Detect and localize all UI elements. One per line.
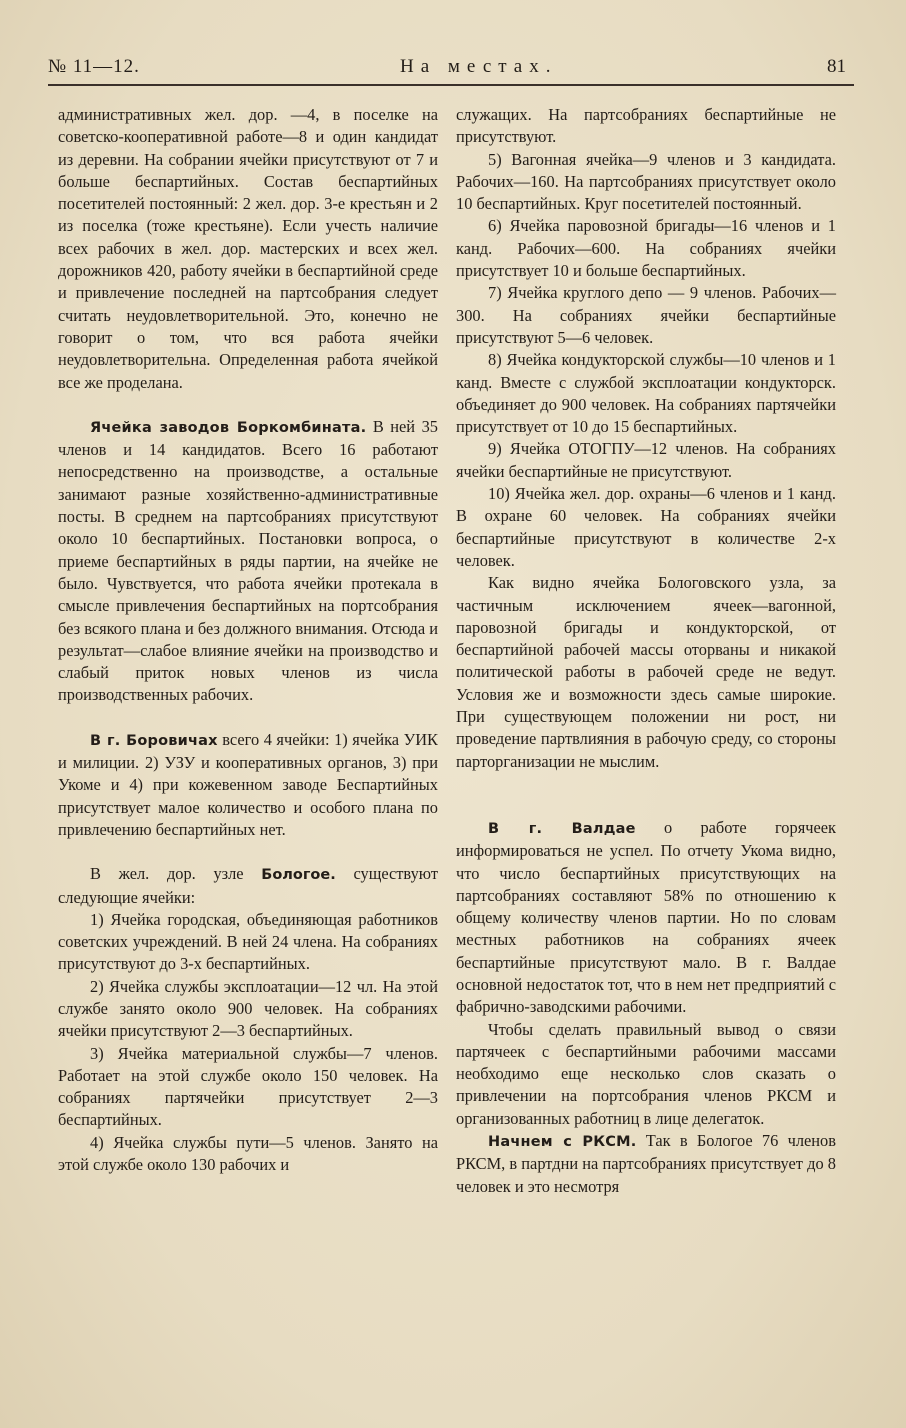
section-title: На местах. [400, 56, 558, 77]
list-item: 5) Вагонная ячейка—9 членов и 3 кандидата. Рабочих—160. На партсобраниях присутствует около 10 беспартийных. Круг посетителей постоянный. [456, 149, 836, 214]
issue-number: № 11—12. [48, 56, 140, 77]
paragraph-lead: Ячейка заводов Боркомбината. [90, 419, 367, 436]
list-item: 10) Ячейка жел. дор. охраны—6 членов и 1 канд. В охране 60 человек. На собраниях ячейки беспартийные присутствуют в количестве 2-х человек. [456, 484, 836, 570]
paragraph-body: о работе горячеек информироваться не успел. По отчету Укома видно, что число беспартийных присутствующих на партсобраниях составляют 58% по отношению к общему количеству членов партии. Но по словам местных работников на собраниях ячеек беспартийные присутствуют мало. В г. Валдае основной недостаток тот, что в нем нет предприятий с фабрично-заводскими рабочими. [456, 817, 836, 1017]
paragraph [58, 416, 438, 707]
paragraph-lead: В жел. дор. узле [90, 864, 244, 884]
paragraph [58, 863, 438, 909]
list-item: 1) Ячейка городская, объединяющая работников советских учреждений. В ней 24 члена. На собраниях присутствуют до 3-х беспартийных. [58, 909, 438, 974]
list-item: 3) Ячейка материальной службы—7 членов. Работает на этой службе около 150 человек. На собраниях партячейки присутствует 2—3 беспартийных. [58, 1043, 438, 1130]
place-name: Бологое. [261, 867, 336, 884]
paragraph-lead: В г. Валдае [488, 820, 636, 837]
list-item: 4) Ячейка службы пути—5 членов. Занято на этой службе около 130 рабочих и [58, 1132, 438, 1175]
header-rule [48, 84, 854, 86]
paragraph: административных жел. дор. —4, в поселке на советско-кооперативной работе—8 и один кандидат из деревни. На собрании ячейки присутствуют от 7 и больше беспартийных. Состав беспартийных посетителей постоянный: 2 жел. дор. 3-е крестьян и 2 из поселка (тоже крестьяне). Если учесть наличие всех рабочих в жел. дор. мастерских и всех жел. дорожников 420, работу ячейки в беспартийной среде и привлечение последней на партсобрания следует считать неудовлетворительной. Это, конечно не говорит о том, что вся работа ячейки неудовлетворительна. Определенная работа ячейкой все же проделана. [58, 105, 438, 392]
paragraph-body: В ней 35 членов и 14 кандидатов. Всего 16 работают непосредственно на производстве, а остальные занимают разные хозяйственно-административные посты. В среднем на партсобраниях присутствуют около 10 беспартийных. Постановки вопроса, о приеме беспартийных в ряды партии, на ячейке не было. Чувствуется, что работа ячейки протекала в смысле привлечения беспартийных на портсобрания без всякого плана и без должного внимания. Отсюда и результат—слабое влияние ячейки на производство и слабый приток новых членов из числа производственных рабочих. [58, 416, 438, 705]
paragraph-lead: Начнем с РКСМ. [488, 1134, 637, 1151]
paragraph: служащих. На партсобраниях беспартийные не присутствуют. [456, 105, 836, 147]
paragraph-body: всего 4 ячейки: 1) ячейка УИК и милиции. 2) УЗУ и кооперативных органов, 3) при Укоме и 4) при кожевенном заводе Беспартийных присутствует малое количество и особого плана по привлечению беспартийных нет. [58, 729, 438, 839]
list-item: 7) Ячейка круглого депо — 9 членов. Рабочих—300. На собраниях ячейки беспартийные присутствуют 5—6 человек. [456, 283, 836, 347]
paragraph [456, 1130, 836, 1198]
paragraph-body: Так в Бологое 76 членов РКСМ, в партдни на партсобраниях присутствует до 8 человек и это несмотря [456, 1131, 836, 1196]
list-item: 8) Ячейка кондукторской службы—10 членов и 1 канд. Вместе с службой эксплоатации кондукторск. объединяет до 900 человек. На собраниях партячейки присутствует от 10 до 15 беспартийных. [456, 350, 836, 437]
right-column [456, 104, 836, 1198]
left-column [58, 104, 438, 1176]
paragraph-lead: В г. Боровичах [90, 732, 218, 749]
page-number: 81 [827, 56, 846, 77]
paragraph: Чтобы сделать правильный вывод о связи партячеек с беспартийными рабочими массами необходимо еще несколько слов сказать о привлечении на портсобрания членов РКСМ и организованных работниц в лице делегаток. [456, 1019, 836, 1128]
list-item: 6) Ячейка паровозной бригады—16 членов и 1 канд. Рабочих—600. На собраниях ячейки присутствует 10 и больше беспартийных. [456, 216, 836, 281]
paragraph [456, 817, 836, 1019]
running-header [48, 56, 854, 82]
paragraph-body: существуют следующие ячейки: [58, 864, 438, 907]
paragraph [58, 729, 438, 841]
list-item: 2) Ячейка службы эксплоатации—12 чл. На этой службе занято около 900 человек. На собраниях ячейки присутствуют 2—3 беспартийных. [58, 976, 438, 1041]
paragraph: Как видно ячейка Бологовского узла, за частичным исключением ячеек—вагонной, паровозной бригады и кондукторской, от беспартийной рабочей массы оторваны и никакой политической работы в рабочей среде не ведут. Условия же и возможности здесь самые широкие. При существующем положении ни рост, ни проведение партвлияния в рабочую среду, со стороны парторганизации не мыслим. [456, 573, 836, 771]
list-item: 9) Ячейка ОТОГПУ—12 членов. На собраниях ячейки беспартийные не присутствуют. [456, 439, 836, 481]
